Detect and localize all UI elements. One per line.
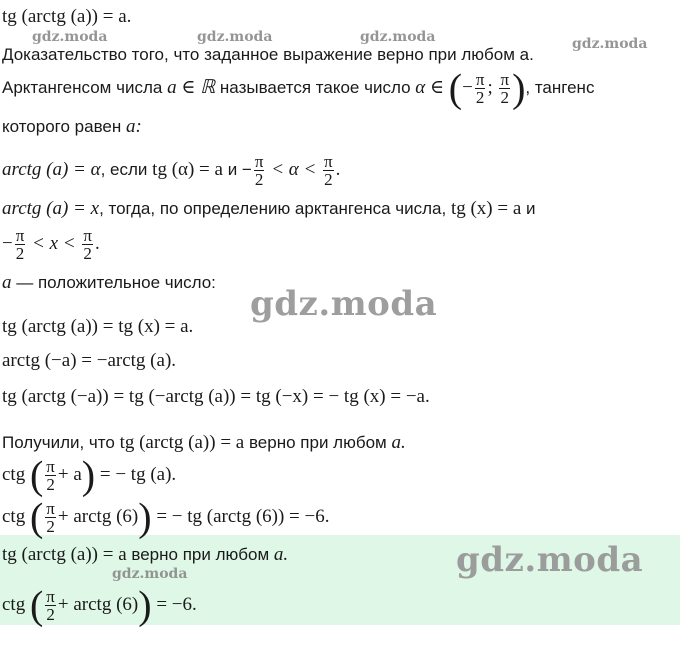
watermark-logo: gdz.moda: [197, 29, 273, 45]
formula-line-1: tg (arctg (a)) = a.: [2, 6, 132, 27]
watermark-logo: gdz.moda: [456, 540, 644, 580]
positive-number-line: a — положительное число:: [2, 272, 216, 293]
left-paren: (: [448, 65, 463, 111]
fraction: $\frac{\pi}{2}$: [15, 226, 25, 264]
answer-line-2: ctg ( $\frac{\pi}{2}$ + arctg (6)) = −6.: [2, 582, 197, 628]
range-line: − $\frac{\pi}{2}$ < x < $\frac{\pi}{2}$ .: [2, 226, 100, 264]
fraction: $\frac{\pi}{2}$: [83, 226, 92, 264]
fraction: $\frac{\pi}{2}$: [475, 70, 485, 108]
formula-line-9: tg (arctg (a)) = tg (x) = a.: [2, 316, 194, 337]
fraction: $\frac{\pi}{2}$: [254, 152, 264, 190]
watermark-logo: gdz.moda: [112, 566, 188, 582]
fraction: $\frac{\pi}{2}$: [46, 499, 55, 537]
right-paren: ): [512, 65, 526, 111]
substitution-line: arctg (a) = x, тогда, по определению арктангенса числа, tg (x) = a и: [2, 198, 536, 219]
fraction: $\frac{\pi}{2}$: [500, 70, 510, 108]
proof-intro: Доказательство того, что заданное выражение верно при любом a.: [2, 45, 534, 64]
fraction: $\frac{\pi}{2}$: [46, 457, 55, 495]
fraction: $\frac{\pi}{2}$: [46, 587, 55, 625]
arctg-definition: arctg (a) = α, если tg (α) = a и − $\frac{\pi}{2}$ < α < $\frac{\pi}{2}$ .: [2, 152, 341, 190]
answer-line-1: tg (arctg (a)) = a верно при любом a.: [2, 544, 289, 565]
definition-line-cont: которого равен a:: [2, 116, 142, 137]
formula-line-11: tg (arctg (−a)) = tg (−arctg (a)) = tg (−x) = − tg (x) = −a.: [2, 386, 430, 407]
formula-line-10: arctg (−a) = −arctg (a).: [2, 350, 177, 371]
watermark-logo: gdz.moda: [250, 284, 438, 324]
fraction: $\frac{\pi}{2}$: [324, 152, 333, 190]
definition-line: Арктангенсом числа a ∈ ℝ называется такое число α ∈ (− $\frac{\pi}{2}$ ; $\frac{\pi}{2}$ ), тангенс: [2, 65, 595, 111]
ctg-line-1: ctg ( $\frac{\pi}{2}$ + a) = − tg (a).: [2, 452, 177, 498]
conclusion-line: Получили, что tg (arctg (a)) = a верно при любом a.: [2, 432, 406, 453]
ctg-line-2: ctg ( $\frac{\pi}{2}$ + arctg (6)) = − tg (arctg (6)) = −6.: [2, 494, 330, 540]
watermark-logo: gdz.moda: [32, 29, 108, 45]
watermark-logo: gdz.moda: [360, 29, 436, 45]
watermark-logo: gdz.moda: [572, 36, 648, 52]
